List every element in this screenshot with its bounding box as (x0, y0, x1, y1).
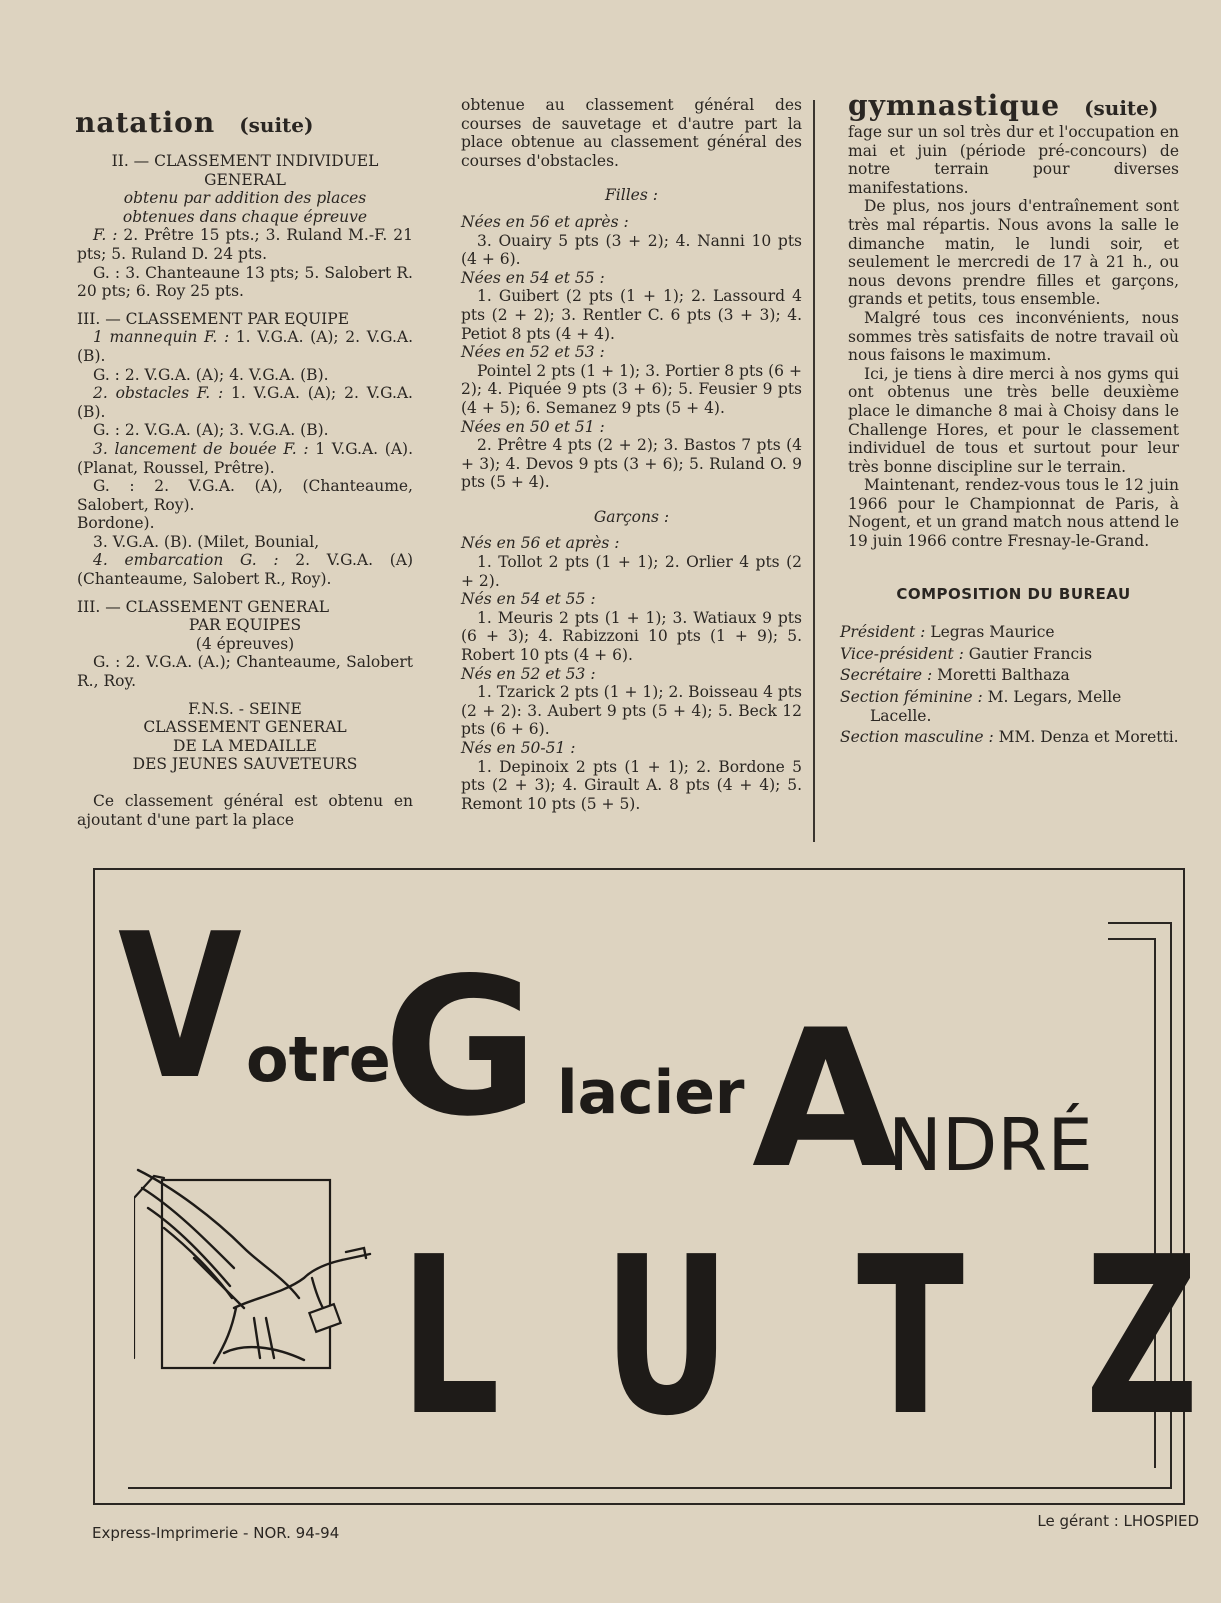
garcons-group-56-label: Nés en 56 et après : (461, 534, 620, 553)
ad-border-top (93, 868, 1185, 870)
natation-heading (75, 106, 413, 140)
ad-letter-v: V (118, 891, 242, 1124)
ad-lutz-z: Z (1085, 1211, 1199, 1464)
filles-group-54: 1. Guibert (2 pts (1 + 1); 2. Lassourd 4 pts (2 + 2); 3. Rentler C. 6 pts (3 + 3); 4. Petiot 8 pts (4 + 4). (461, 287, 802, 343)
garcons-group-50-label: Nés en 50-51 : (461, 739, 576, 757)
results-column (461, 96, 802, 813)
classement-equipe-heading: III. — CLASSEMENT PAR EQUIPE (77, 309, 350, 328)
classement-individuel-heading: II. — CLASSEMENT INDIVIDUEL (111, 152, 379, 170)
bureau-vice-president: Vice-président : Gautier Francis (840, 644, 1093, 663)
fns-heading-1: F.N.S. - SEINE (188, 699, 302, 718)
gym-paragraph-5: Maintenant, rendez-vous tous le 12 juin 1966 pour le Championnat de Paris, à Nogent, et un grand match nous attend le 19 juin 1966 contre Fresnay-le-Grand. (848, 476, 1179, 551)
ad-inner-border-top-2 (1108, 938, 1156, 940)
classement-general-heading: III. — CLASSEMENT GENERAL (77, 597, 330, 616)
classement-individuel-subtitle-2: obtenues dans chaque épreuve (122, 207, 368, 226)
garcons-group-52-label: Nés en 52 et 53 : (461, 664, 596, 683)
bureau-title: COMPOSITION DU BUREAU (896, 584, 1131, 603)
classement-individuel-heading-2: GENERAL (204, 170, 286, 189)
bird-frame-fill (164, 1182, 328, 1366)
garcons-group-52: 1. Tzarick 2 pts (1 + 1); 2. Boisseau 4 pts (2 + 2): 3. Aubert 9 pts (5 + 4); 5. Beck 12 pts (6 + 6). (461, 683, 802, 739)
equipe-obstacles-garcons: G. : 2. V.G.A. (A); 3. V.G.A. (B). (93, 421, 329, 440)
ad-inner-border-bottom (128, 1487, 1172, 1489)
bird-illustration (134, 1168, 374, 1378)
ad-word-lacier: lacier (557, 1058, 745, 1128)
ad-inner-border-top (1108, 922, 1172, 924)
ad-word-ndre: NDRÉ (888, 1103, 1093, 1187)
ad-border-bottom (93, 1503, 1185, 1505)
bureau-list (840, 623, 1179, 747)
filles-group-52-label: Nées en 52 et 53 : (461, 343, 605, 362)
equipe-mannequin-garcons: G. : 2. V.G.A. (A); 4. V.G.A. (B). (93, 365, 329, 384)
garcons-group-54-label: Nés en 54 et 55 : (461, 590, 596, 609)
ad-lutz-l: L (400, 1211, 501, 1464)
fns-heading-3: DE LA MEDAILLE (173, 736, 317, 755)
gym-paragraph-2: De plus, nos jours d'entraînement sont très mal répartis. Nous avons la salle le dimanche matin, le lundi soir, et seulement le mercredi de 17 à 21 h., ou nous devons prendre filles et garçons, grands et petits, tous ensemble. (848, 197, 1179, 309)
bureau-president: Président : Legras Maurice (840, 623, 1055, 642)
classement-individuel-filles: F. : 2. Prêtre 15 pts.; 3. Ruland M.-F. 21 pts; 5. Ruland D. 24 pts. (77, 226, 413, 263)
classement-individuel-subtitle: obtenu par addition des places (123, 189, 367, 208)
ad-letter-g: G (383, 937, 539, 1158)
footer-gerant: Le gérant : LHOSPIED (1037, 1512, 1199, 1530)
filles-group-56-label: Nées en 56 et après : (461, 212, 629, 231)
equipe-obstacles: 2. obstacles F. : 1. V.G.A. (A); 2. V.G.A. (B). (77, 384, 413, 421)
filles-group-52: Pointel 2 pts (1 + 1); 3. Portier 8 pts (6 + 2); 4. Piquée 9 pts (3 + 6); 5. Feusier 9 pts (4 + 5); 6. Semanez 9 pts (5 + 4). (461, 361, 802, 417)
filles-title: Filles : (605, 186, 658, 205)
ad-letter-a: A (752, 989, 900, 1210)
gym-paragraph-4: Ici, je tiens à dire merci à nos gyms qui ont obtenus une très belle deuxième place le dimanche 8 mai à Choisy dans le Challenge Hores, et pour le classement individuel de tous et surtout pour leur très bonne discipline sur le terrain. (848, 364, 1179, 476)
bureau-section-feminine: Section féminine : M. Legars, Melle Lacelle. (840, 688, 1122, 725)
equipe-bouee-garcons: G. : 2. V.G.A. (A), (Chanteaume, Salobert, Roy). (77, 477, 413, 514)
ad-lutz-u: U (603, 1211, 731, 1464)
filles-group-50-label: Nées en 50 et 51 : (461, 417, 605, 436)
fns-heading-4: DES JEUNES SAUVETEURS (132, 755, 358, 774)
fns-heading-2: CLASSEMENT GENERAL (143, 718, 347, 737)
natation-column (77, 106, 413, 829)
filles-group-50: 2. Prêtre 4 pts (2 + 2); 3. Bastos 7 pts (4 + 3); 4. Devos 9 pts (3 + 6); 5. Ruland O. 9 pts (5 + 4). (461, 436, 802, 492)
natation-suite: (suite) (239, 113, 314, 137)
garcons-group-56: 1. Tollot 2 pts (1 + 1); 2. Orlier 4 pts (2 + 2). (461, 553, 802, 590)
gym-paragraph-3: Malgré tous ces inconvénients, nous sommes très satisfaits de notre travail où nous faisons le maximum. (848, 308, 1179, 365)
classement-general-text: G. : 2. V.G.A. (A.); Chanteaume, Salobert R., Roy. (77, 653, 413, 691)
gym-paragraph-1: fage sur un sol très dur et l'occupation en mai et juin (période pré-concours) de notre terrain pour diverses manifestations. (848, 123, 1179, 197)
classement-general-heading-2: PAR EQUIPES (188, 616, 302, 635)
ad-lutz-t: T (857, 1211, 965, 1464)
equipe-vga-b: 3. V.G.A. (B). (Milet, Bounial, (93, 532, 320, 551)
equipe-bordone: Bordone). (77, 514, 155, 533)
gymnastique-suite: (suite) (1084, 96, 1159, 120)
fns-text: Ce classement général est obtenu en ajoutant d'une part la place (77, 792, 413, 829)
ad-border-left (93, 868, 95, 1505)
bureau-secretaire: Secrétaire : Moretti Balthaza (840, 666, 1070, 685)
equipe-embarcation: 4. embarcation G. : 2. V.G.A. (A) (Chanteaume, Salobert R., Roy). (77, 551, 413, 589)
garcons-title: Garçons : (593, 507, 670, 526)
results-intro: obtenue au classement général des courses de sauvetage et d'autre part la place obtenue au classement général des courses d'obstacles. (461, 96, 802, 170)
ad-word-otre: otre (246, 1023, 391, 1096)
equipe-mannequin: 1 mannequin F. : 1. V.G.A. (A); 2. V.G.A. (B). (77, 328, 413, 365)
garcons-group-54: 1. Meuris 2 pts (1 + 1); 3. Watiaux 9 pts (6 + 3); 4. Rabizzoni 10 pts (1 + 9); 5. Robert 10 pts (4 + 6). (461, 608, 802, 665)
bird-frame-corner (134, 1176, 164, 1358)
classement-individuel-garcons: G. : 3. Chanteaune 13 pts; 5. Salobert R. 20 pts; 6. Roy 25 pts. (77, 263, 413, 301)
filles-group-54-label: Nées en 54 et 55 : (461, 268, 605, 287)
garcons-group-50: 1. Depinoix 2 pts (1 + 1); 2. Bordone 5 pts (2 + 3); 4. Girault A. 8 pts (4 + 4); 5. Remont 10 pts (5 + 5). (461, 757, 802, 813)
natation-title: natation (75, 106, 216, 139)
gymnastique-heading (848, 89, 1179, 123)
filles-group-56: 3. Ouairy 5 pts (3 + 2); 4. Nanni 10 pts (4 + 6). (461, 231, 802, 269)
column-divider (813, 100, 815, 842)
classement-general-heading-3: (4 épreuves) (195, 634, 295, 653)
gymnastique-column (840, 89, 1179, 750)
bureau-section-masculine: Section masculine : MM. Denza et Moretti. (840, 728, 1179, 747)
equipe-bouee: 3. lancement de bouée F. : 1 V.G.A. (A). (Planat, Roussel, Prêtre). (77, 439, 413, 477)
footer-printer: Express-Imprimerie - NOR. 94-94 (92, 1524, 340, 1542)
gymnastique-title: gymnastique (848, 89, 1061, 122)
